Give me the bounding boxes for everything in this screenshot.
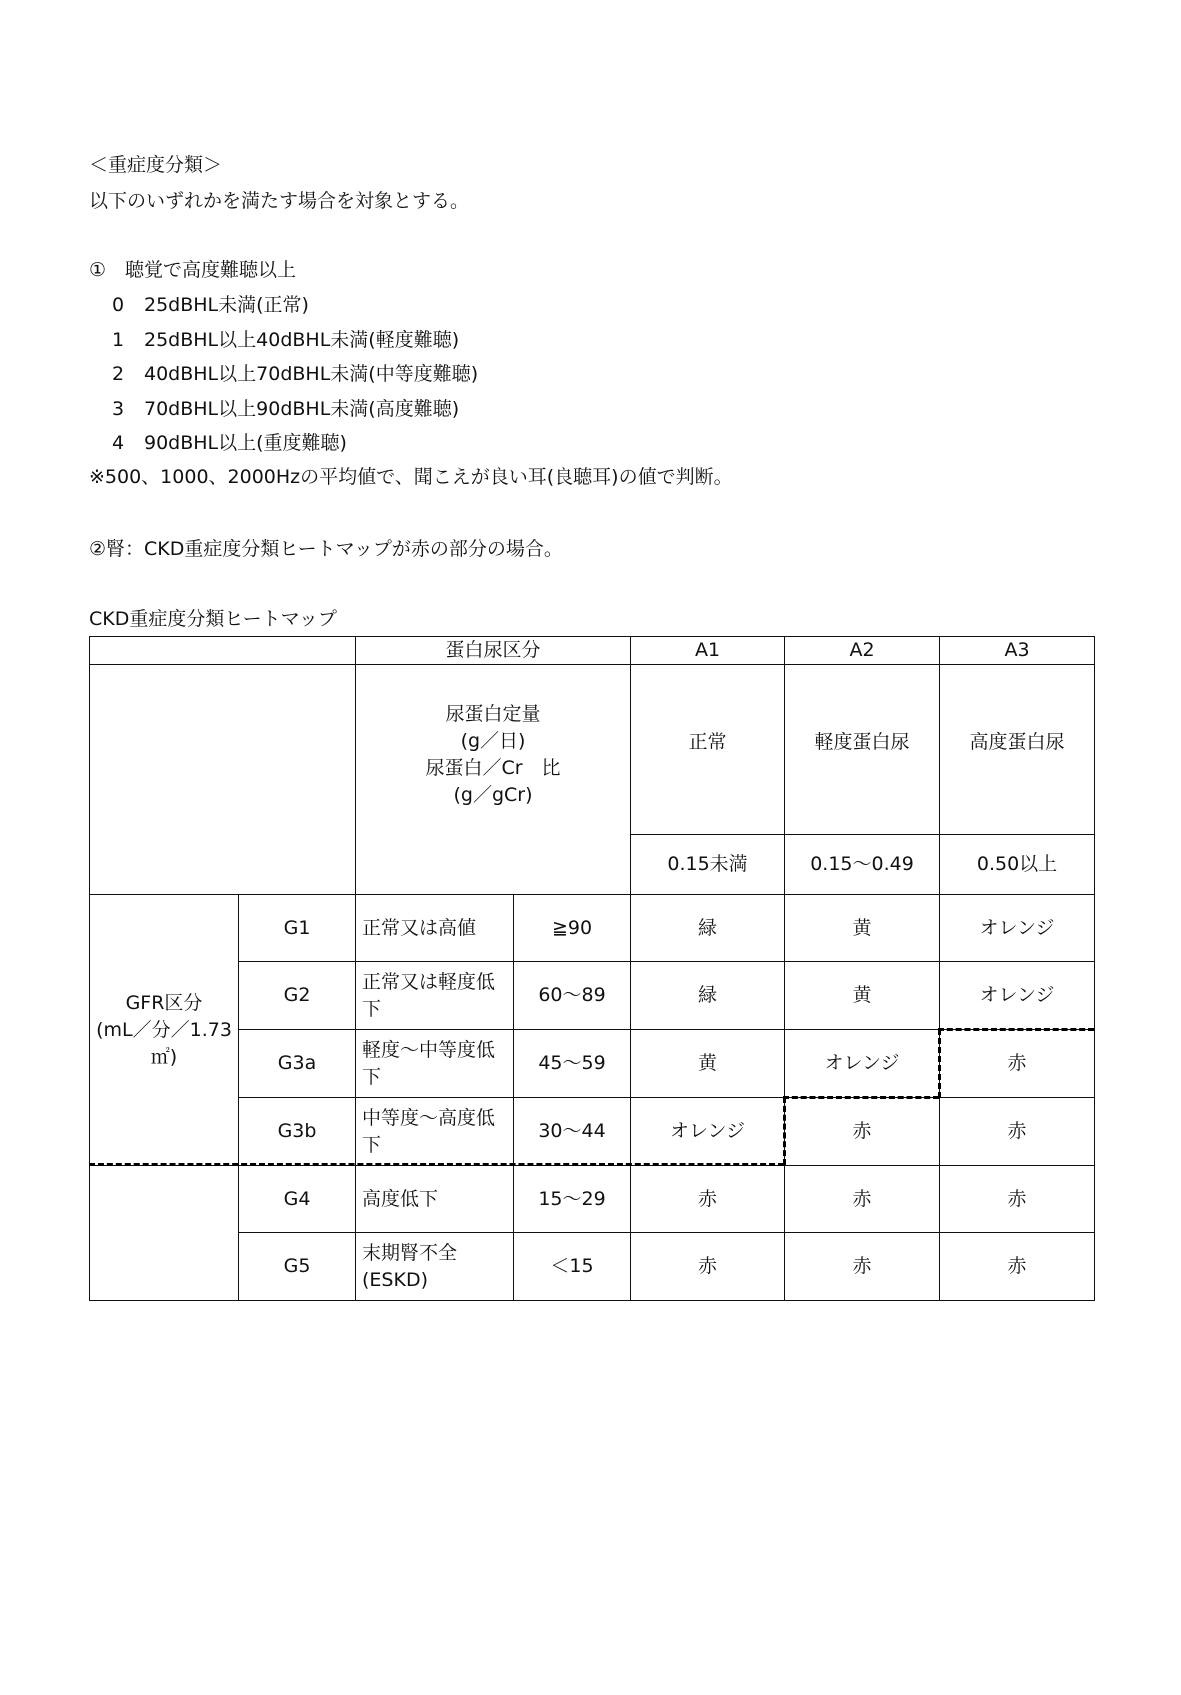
table-row bbox=[90, 895, 1095, 962]
dashed-boundary bbox=[783, 1097, 786, 1165]
gfr-stage: G3b bbox=[239, 1098, 356, 1166]
measure-line: (g／gCr) bbox=[453, 783, 533, 806]
heat-cell: 赤 bbox=[631, 1233, 785, 1301]
table-title: CKD重症度分類ヒートマップ bbox=[89, 608, 337, 630]
heat-cell: 赤 bbox=[940, 1098, 1095, 1166]
gfr-range: ≧90 bbox=[514, 895, 631, 962]
col-a1: A1 bbox=[631, 637, 785, 665]
heat-cell: 赤 bbox=[631, 1166, 785, 1233]
gfr-stage: G4 bbox=[239, 1166, 356, 1233]
item1-note: ※500、1000、2000Hzの平均値で、聞こえが良い耳(良聴耳)の値で判断。 bbox=[89, 466, 733, 488]
intro-text: 以下のいずれかを満たす場合を対象とする。 bbox=[89, 190, 470, 212]
gfr-line: GFR区分 bbox=[125, 991, 203, 1014]
dashed-boundary bbox=[938, 1028, 1094, 1031]
level-number: 3 bbox=[112, 397, 125, 420]
measure-line: 尿蛋白定量 bbox=[445, 702, 541, 725]
heat-cell: 黄 bbox=[785, 895, 940, 962]
gfr-desc: 軽度～中等度低下 bbox=[356, 1030, 514, 1098]
heat-cell: 赤 bbox=[785, 1098, 940, 1166]
table-row bbox=[90, 962, 1095, 1030]
measure-cell bbox=[356, 665, 631, 895]
empty-cell bbox=[90, 637, 356, 665]
col-range: 0.50以上 bbox=[940, 835, 1095, 895]
gfr-label bbox=[90, 895, 239, 1166]
ckd-heatmap-table bbox=[89, 636, 1095, 1301]
gfr-range: 45～59 bbox=[514, 1030, 631, 1098]
item1-title: ① 聴覚で高度難聴以上 bbox=[89, 259, 297, 281]
level-number: 1 bbox=[112, 328, 125, 351]
col-range: 0.15未満 bbox=[631, 835, 785, 895]
dashed-boundary bbox=[89, 1163, 784, 1166]
level-number: 2 bbox=[112, 363, 125, 385]
col-a2: A2 bbox=[785, 637, 940, 665]
level-number: 4 bbox=[112, 432, 125, 454]
hearing-level bbox=[112, 397, 459, 421]
table-row bbox=[90, 1233, 1095, 1301]
table-row bbox=[90, 1030, 1095, 1098]
col-label: 正常 bbox=[631, 665, 785, 835]
heat-cell: 緑 bbox=[631, 962, 785, 1030]
heat-cell: 黄 bbox=[785, 962, 940, 1030]
protein-header: 蛋白尿区分 bbox=[356, 637, 631, 665]
level-text: 70dBHL以上90dBHL未満(高度難聴) bbox=[144, 397, 460, 420]
hearing-level bbox=[112, 362, 478, 386]
hearing-level bbox=[112, 293, 309, 317]
hearing-level bbox=[112, 431, 347, 455]
level-text: 40dBHL以上70dBHL未満(中等度難聴) bbox=[144, 363, 479, 385]
dashed-boundary bbox=[783, 1096, 939, 1099]
heading: ＜重症度分類＞ bbox=[89, 154, 223, 176]
heat-cell: 赤 bbox=[940, 1166, 1095, 1233]
gfr-desc: 正常又は軽度低下 bbox=[356, 962, 514, 1030]
gfr-line: ㎡) bbox=[150, 1045, 178, 1068]
heat-cell: 赤 bbox=[940, 1233, 1095, 1301]
gfr-stage: G3a bbox=[239, 1030, 356, 1098]
level-text: 25dBHL未満(正常) bbox=[144, 294, 309, 316]
gfr-stage: G2 bbox=[239, 962, 356, 1030]
measure-line: (g／日) bbox=[460, 729, 526, 752]
gfr-stage: G5 bbox=[239, 1233, 356, 1301]
heat-cell: オレンジ bbox=[940, 895, 1095, 962]
level-text: 25dBHL以上40dBHL未満(軽度難聴) bbox=[144, 328, 460, 351]
hearing-level bbox=[112, 328, 459, 352]
gfr-range: 60～89 bbox=[514, 962, 631, 1030]
col-label: 軽度蛋白尿 bbox=[785, 665, 940, 835]
col-label: 高度蛋白尿 bbox=[940, 665, 1095, 835]
gfr-range: ＜15 bbox=[514, 1233, 631, 1301]
heat-cell: 黄 bbox=[631, 1030, 785, 1098]
measure-line: 尿蛋白／Cr 比 bbox=[425, 756, 561, 779]
gfr-range: 15～29 bbox=[514, 1166, 631, 1233]
gfr-desc: 末期腎不全(ESKD) bbox=[356, 1233, 514, 1301]
level-text: 90dBHL以上(重度難聴) bbox=[144, 432, 347, 454]
table-row bbox=[90, 1098, 1095, 1166]
gfr-desc: 正常又は高値 bbox=[356, 895, 514, 962]
col-a3: A3 bbox=[940, 637, 1095, 665]
gfr-desc: 高度低下 bbox=[356, 1166, 514, 1233]
level-number: 0 bbox=[112, 294, 125, 316]
heat-cell: オレンジ bbox=[631, 1098, 785, 1166]
gfr-line: (mL／分／1.73 bbox=[96, 1018, 232, 1041]
heat-cell: オレンジ bbox=[785, 1030, 940, 1098]
heat-cell: 赤 bbox=[785, 1166, 940, 1233]
empty-cell bbox=[90, 665, 356, 895]
col-range: 0.15～0.49 bbox=[785, 835, 940, 895]
heat-cell: オレンジ bbox=[940, 962, 1095, 1030]
heat-cell: 緑 bbox=[631, 895, 785, 962]
item2-text: ②腎：CKD重症度分類ヒートマップが赤の部分の場合。 bbox=[89, 538, 563, 560]
heat-cell: 赤 bbox=[785, 1233, 940, 1301]
dashed-boundary bbox=[938, 1029, 941, 1098]
gfr-desc: 中等度～高度低下 bbox=[356, 1098, 514, 1166]
table-row bbox=[90, 1166, 1095, 1233]
heat-cell: 赤 bbox=[940, 1030, 1095, 1098]
empty-cell bbox=[90, 1166, 239, 1301]
gfr-stage: G1 bbox=[239, 895, 356, 962]
gfr-range: 30～44 bbox=[514, 1098, 631, 1166]
